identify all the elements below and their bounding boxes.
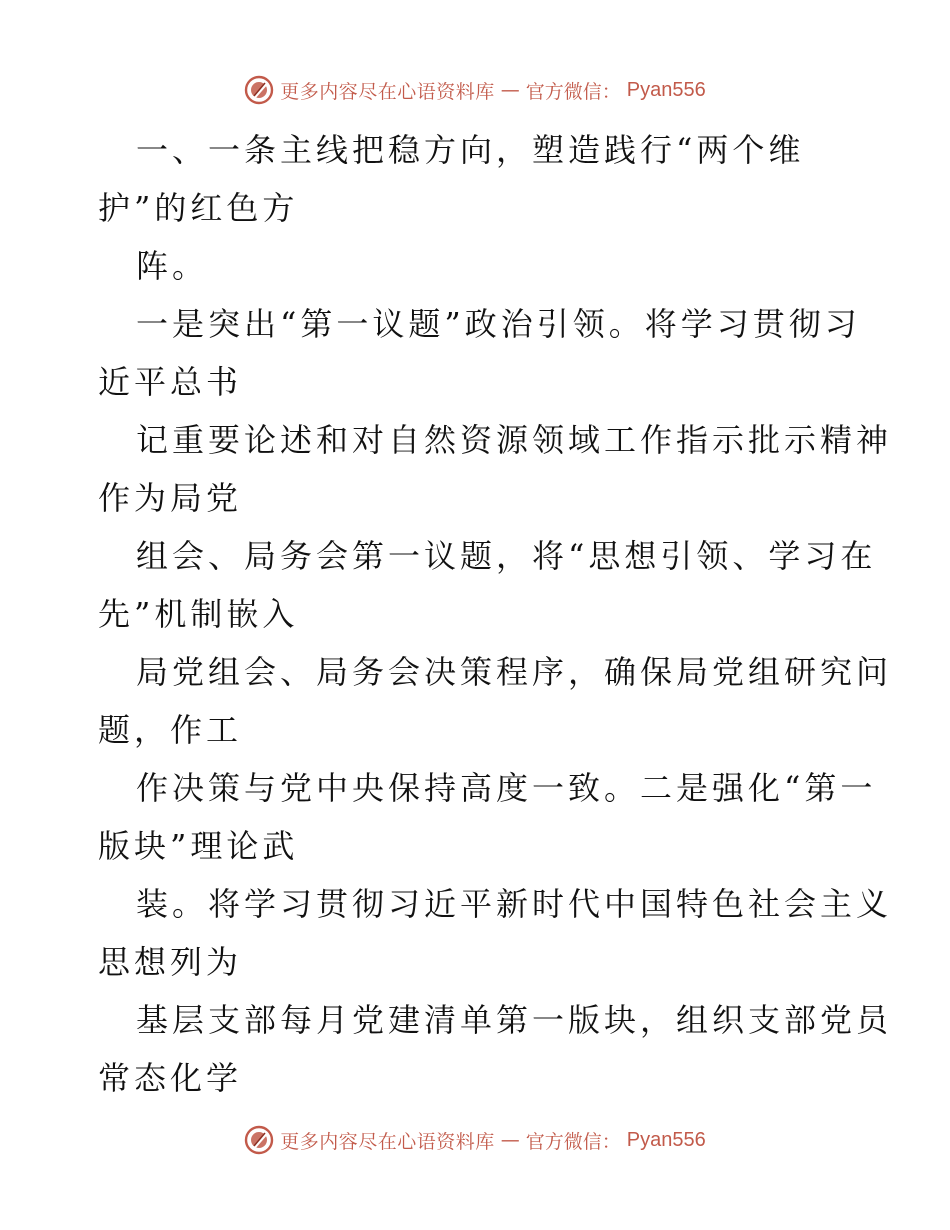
banner-text: 更多内容尽在心语资料库: [280, 1130, 495, 1153]
text-line: 局党组会、局务会决策程序，确保局党组研究问: [136, 653, 893, 691]
text-line: 记重要论述和对自然资源领域工作指示批示精神: [136, 421, 893, 459]
text-line: 装。将学习贯彻习近平新时代中国特色社会主义: [136, 885, 893, 923]
banner-text: 更多内容尽在心语资料库: [280, 80, 495, 103]
text-line: 基层支部每月党建清单第一版块，组织支部党员: [136, 1001, 893, 1039]
banner-contact-label: 官方微信：: [525, 80, 621, 103]
banner-contact-id: Pyan556: [626, 1128, 706, 1151]
text-line: 作为局党: [98, 479, 243, 517]
text-line: 阵。: [136, 247, 209, 285]
text-line: 近平总书: [98, 363, 243, 401]
banner-contact-id: Pyan556: [626, 78, 706, 101]
banner-contact-label: 官方微信：: [525, 1130, 621, 1153]
header-banner: [0, 70, 950, 110]
quill-seal-icon: [244, 75, 274, 105]
text-line: 组会、局务会第一议题，将“思想引领、学习在: [136, 537, 877, 575]
text-line: 一是突出“第一议题”政治引领。将学习贯彻习: [136, 305, 861, 343]
banner-separator: —: [500, 79, 520, 101]
text-line: 常态化学: [98, 1059, 243, 1097]
quill-seal-icon: [244, 1125, 274, 1155]
text-line: 先”机制嵌入: [98, 595, 299, 633]
text-line: 思想列为: [98, 943, 243, 981]
text-line: 一、一条主线把稳方向，塑造践行“两个维: [136, 131, 805, 169]
text-line: 题，作工: [98, 711, 243, 749]
text-line: 版块”理论武: [98, 827, 299, 865]
text-line: 作决策与党中央保持高度一致。二是强化“第一: [136, 769, 877, 807]
banner-separator: —: [500, 1129, 520, 1151]
text-line: 护”的红色方: [98, 189, 299, 227]
footer-banner: [0, 1120, 950, 1160]
